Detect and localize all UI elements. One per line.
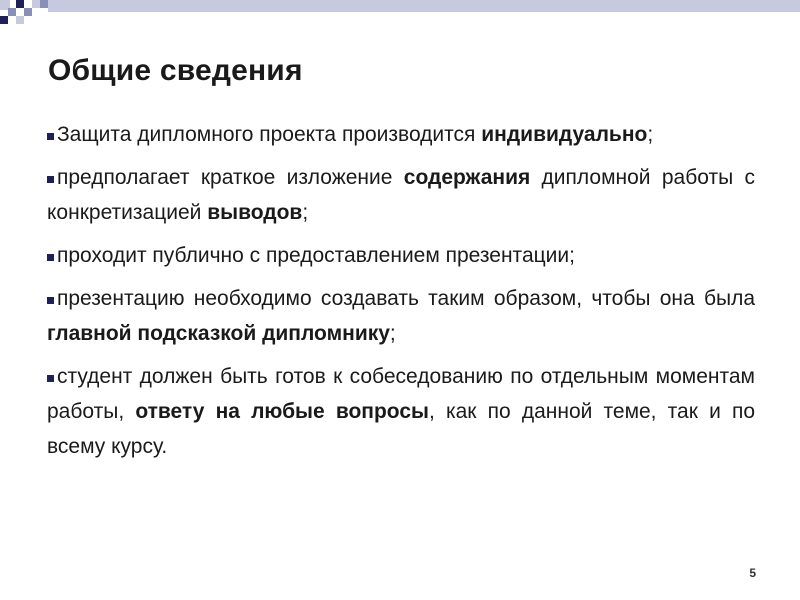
list-item — [47, 238, 755, 273]
item-text: дипломной работы с конкретизацией — [47, 166, 755, 224]
item-text: , как по данной теме, так и по всему курсу. — [47, 400, 755, 458]
item-text: проходит публично с предоставлением презентации; — [57, 244, 575, 267]
bullet-list — [47, 117, 755, 472]
item-emphasis: ответу на любые вопросы — [135, 400, 429, 423]
item-emphasis: главной подсказкой дипломнику — [47, 322, 390, 345]
list-item — [47, 359, 755, 464]
item-emphasis: содержания — [403, 166, 531, 189]
list-item — [47, 160, 755, 230]
item-text: ; — [302, 201, 309, 224]
item-text: ; — [389, 322, 396, 345]
item-text: презентацию необходимо создавать таким образом, чтобы она была — [57, 287, 755, 310]
item-emphasis: выводов — [207, 201, 303, 224]
page-number: 5 — [749, 566, 756, 580]
item-text: предполагает краткое изложение — [57, 166, 404, 189]
item-text: студент должен быть готов к собеседованию по отдельным моментам работы, — [47, 365, 755, 423]
item-text: ; — [647, 123, 654, 146]
square-bullet-icon — [47, 297, 54, 304]
list-item — [47, 281, 755, 351]
square-bullet-icon — [47, 254, 54, 261]
list-item — [47, 117, 755, 152]
square-bullet-icon — [47, 375, 54, 382]
corner-decoration — [0, 0, 800, 40]
square-bullet-icon — [47, 133, 54, 140]
item-emphasis: индивидуально — [481, 123, 648, 146]
item-text: Защита дипломного проекта производится — [57, 123, 482, 146]
slide-title: Общие сведения — [48, 54, 303, 87]
square-bullet-icon — [47, 176, 54, 183]
